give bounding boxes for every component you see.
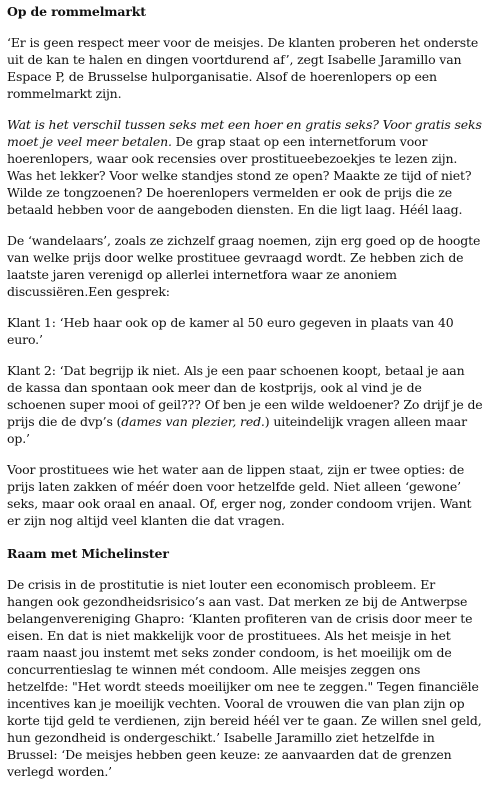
paragraph-crisis: De crisis in de prostitutie is niet louter een economisch probleem. Er hangen ook gezondheidsrisico’s aan vast. Dat merken ze bij de Antwerpse belangenvereniging Ghapro: ‘Klanten profiteren van de crisis door meer te eisen. En dat is niet makkelijk voor de prostituees. Als het meisje in het raam naast jou instemt met seks zonder condoom, is het moeilijk om de concurrentieslag te winnen mét condoom. Alle meisjes zeggen ons hetzelfde: "Het wordt steeds moeilijker om nee te zeggen." Tegen financiële incentives kan je moeilijk vechten. Vooral de vrouwen die van plan zijn op korte tijd geld te verdienen, zijn bereid héél ver te gaan. Ze willen snel geld, hun gezondheid is ondergeschikt.’ Isabelle Jaramillo ziet hetzelfde in Brussel: ‘De meisjes hebben geen keuze: ze aanvaarden dat de grenzen verlegd worden.’: [7, 577, 482, 779]
klant-2-part-a: Klant 2: ‘Dat begrijp ik niet. Als je een paar schoenen koopt, betaal je aan de kassa dan spontaan ook meer dan de kostprijs, ook al vind je de schoenen super mooi of geil??? Of ben je een wilde weldoener? Zo drijf je de prijs die de dvp’s (: [7, 363, 483, 429]
article-page: [7, 0, 483, 792]
section-heading-rommelmarkt: Op de rommelmarkt: [7, 4, 146, 19]
joke-rest: De grap staat op een internetforum voor hoerenlopers, waar ook recensies over prostitueebezoekjes te lezen zijn. Was het lekker? Voor welke standjes stond ze open? Maakte ze tijd of niet? Wilde ze tongzoenen? De hoerenlopers vermelden er ook de prijs die ze betaald hebben voor de aangeboden diensten. En die ligt laag. Héél laag.: [7, 134, 472, 217]
klant-2-part-b: ) uiteindelijk vragen alleen maar op.’: [7, 414, 467, 446]
klant-2-italic: dames van plezier, red.: [121, 414, 265, 429]
paragraph-klant-2: [7, 362, 483, 447]
paragraph-klant-1: Klant 1: ‘Heb haar ook op de kamer al 50 euro gegeven in plaats van 40 euro.’: [7, 315, 454, 347]
joke-italic: Wat is het verschil tussen seks met een hoer en gratis seks? Voor gratis seks moet je veel meer betalen.: [7, 117, 482, 149]
paragraph-intro: ‘Er is geen respect meer voor de meisjes. De klanten proberen het onderste uit de kan te halen en dingen voortdurend af’, zegt Isabelle Jaramillo van Espace P, de Brusselse hulporganisatie. Alsof de hoerenlopers op een rommelmarkt zijn.: [7, 35, 479, 101]
paragraph-opties: Voor prostituees wie het water aan de lippen staat, zijn er twee opties: de prijs laten zakken of méér doen voor hetzelfde geld. Niet alleen ‘gewone’ seks, maar ook oraal en anaal. Of, erger nog, zonder condoom vrijen. Want er zijn nog altijd veel klanten die dat vragen.: [7, 462, 472, 528]
paragraph-wandelaars: De ‘wandelaars’, zoals ze zichzelf graag noemen, zijn erg goed op de hoogte van welke prijs door welke prostituee gevraagd wordt. Ze hebben zich de laatste jaren verenigd op allerlei internetfora waar ze anoniem discussiëren.Een gesprek:: [7, 233, 481, 299]
paragraph-joke: [7, 116, 483, 218]
section-heading-michelinster: Raam met Michelinster: [7, 546, 169, 561]
